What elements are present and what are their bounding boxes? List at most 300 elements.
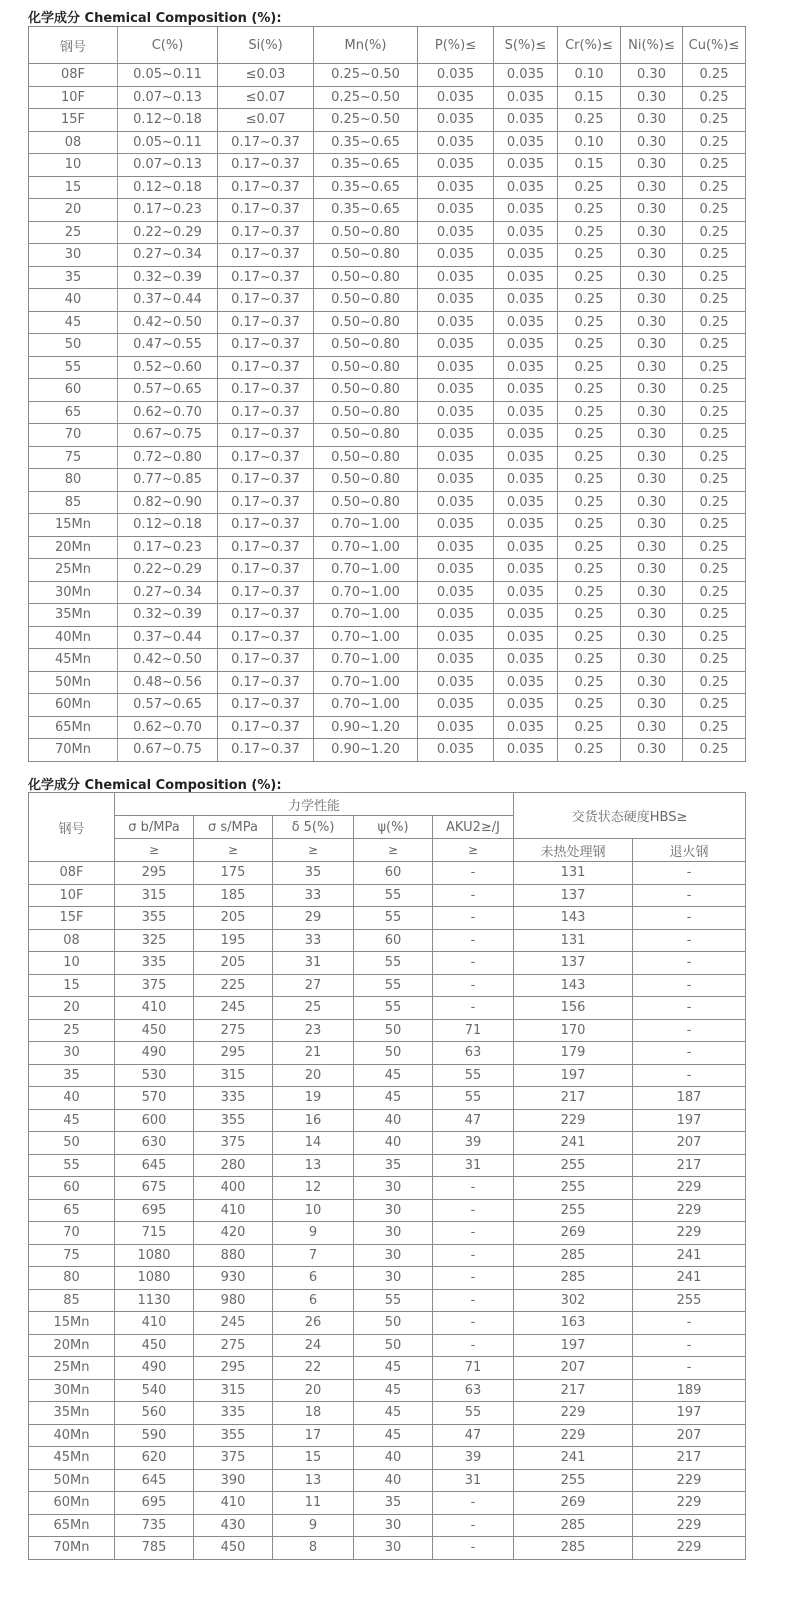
table-row xyxy=(29,1109,746,1132)
table-cell: 0.50~0.80 xyxy=(314,356,418,379)
table-cell: 0.035 xyxy=(494,649,558,672)
grade-cell: 30 xyxy=(29,1042,115,1065)
table-cell: 55 xyxy=(354,907,433,930)
table-cell: 0.25 xyxy=(558,109,621,132)
grade-cell: 70Mn xyxy=(29,1537,115,1560)
table-row xyxy=(29,1087,746,1110)
grade-cell: 70 xyxy=(29,1222,115,1245)
table-cell: 175 xyxy=(194,862,273,885)
table-cell: 0.035 xyxy=(418,109,494,132)
table-cell: - xyxy=(633,974,746,997)
table-cell: 0.035 xyxy=(494,154,558,177)
table-cell: 0.035 xyxy=(494,64,558,87)
table-cell: 410 xyxy=(115,997,194,1020)
table-cell: 0.25 xyxy=(558,649,621,672)
grade-cell: 50 xyxy=(29,334,118,357)
grade-cell: 35Mn xyxy=(29,604,118,627)
grade-cell: 40 xyxy=(29,289,118,312)
grade-cell: 20 xyxy=(29,199,118,222)
table-cell: 295 xyxy=(194,1357,273,1380)
table-cell: 0.035 xyxy=(494,491,558,514)
table-cell: 0.25~0.50 xyxy=(314,86,418,109)
table-cell: 0.035 xyxy=(494,424,558,447)
table-cell: 55 xyxy=(433,1402,514,1425)
table-cell: 0.25 xyxy=(683,86,746,109)
table-cell: 241 xyxy=(514,1447,633,1470)
table-cell: 0.25 xyxy=(683,176,746,199)
table-cell: 0.17~0.37 xyxy=(218,626,314,649)
table-cell: 0.27~0.34 xyxy=(118,244,218,267)
table-cell: 0.035 xyxy=(494,694,558,717)
table-row xyxy=(29,154,746,177)
table-cell: 255 xyxy=(633,1289,746,1312)
table-cell: 0.35~0.65 xyxy=(314,154,418,177)
table-cell: 0.82~0.90 xyxy=(118,491,218,514)
table-cell: 0.17~0.37 xyxy=(218,424,314,447)
table-cell: 0.035 xyxy=(418,401,494,424)
table-cell: 0.035 xyxy=(418,176,494,199)
table-cell: - xyxy=(633,1334,746,1357)
table-row xyxy=(29,1447,746,1470)
table-cell: - xyxy=(633,1357,746,1380)
table-cell: 255 xyxy=(514,1177,633,1200)
table-cell: 0.25 xyxy=(683,109,746,132)
table-cell: 0.25 xyxy=(683,424,746,447)
table-cell: 137 xyxy=(514,884,633,907)
table-cell: 195 xyxy=(194,929,273,952)
table-row xyxy=(29,289,746,312)
grade-cell: 45Mn xyxy=(29,649,118,672)
mech-header-row-3 xyxy=(29,839,746,862)
table-cell: 47 xyxy=(433,1109,514,1132)
col-header-grade: 钢号 xyxy=(29,27,118,64)
table-cell: 40 xyxy=(354,1469,433,1492)
table-cell: 0.37~0.44 xyxy=(118,289,218,312)
table-cell: 355 xyxy=(115,907,194,930)
table-cell: 45 xyxy=(354,1087,433,1110)
table-cell: 0.07~0.13 xyxy=(118,154,218,177)
table-cell: 1080 xyxy=(115,1267,194,1290)
table-cell: 295 xyxy=(115,862,194,885)
table-cell: 0.035 xyxy=(494,86,558,109)
grade-cell: 70Mn xyxy=(29,739,118,762)
table-row xyxy=(29,356,746,379)
ge-symbol: ≥ xyxy=(433,839,514,862)
table-cell: - xyxy=(633,1042,746,1065)
table-cell: 0.25 xyxy=(558,424,621,447)
table-cell: 0.30 xyxy=(621,604,683,627)
table-cell: 0.25 xyxy=(683,581,746,604)
table-cell: 0.25 xyxy=(558,626,621,649)
table-cell: 22 xyxy=(273,1357,354,1380)
table-cell: - xyxy=(433,1312,514,1335)
table-cell: 207 xyxy=(514,1357,633,1380)
table-row xyxy=(29,536,746,559)
table-cell: 450 xyxy=(194,1537,273,1560)
table-cell: 30 xyxy=(354,1267,433,1290)
table-cell: 0.50~0.80 xyxy=(314,424,418,447)
ge-symbol: ≥ xyxy=(194,839,273,862)
table-cell: 17 xyxy=(273,1424,354,1447)
table-row xyxy=(29,1357,746,1380)
table-cell: 0.035 xyxy=(494,401,558,424)
table-row xyxy=(29,244,746,267)
table-cell: 390 xyxy=(194,1469,273,1492)
table-row xyxy=(29,649,746,672)
table-cell: 0.17~0.37 xyxy=(218,739,314,762)
table-cell: 355 xyxy=(194,1424,273,1447)
table-cell: 197 xyxy=(633,1109,746,1132)
table-cell: 645 xyxy=(115,1154,194,1177)
table-row xyxy=(29,379,746,402)
table-cell: 55 xyxy=(433,1064,514,1087)
table-cell: 131 xyxy=(514,862,633,885)
table-cell: 225 xyxy=(194,974,273,997)
grade-cell: 65Mn xyxy=(29,1514,115,1537)
table-cell: 0.30 xyxy=(621,514,683,537)
table-cell: 241 xyxy=(514,1132,633,1155)
col-header-elongation: δ 5(%) xyxy=(273,816,354,839)
table-cell: 0.035 xyxy=(418,64,494,87)
table-cell: 0.30 xyxy=(621,739,683,762)
table-cell: 420 xyxy=(194,1222,273,1245)
table-cell: 0.30 xyxy=(621,266,683,289)
table-cell: 0.25 xyxy=(683,199,746,222)
table-cell: 0.17~0.37 xyxy=(218,559,314,582)
table-cell: 0.30 xyxy=(621,424,683,447)
col-header-manganese: Mn(%) xyxy=(314,27,418,64)
grade-cell: 08F xyxy=(29,862,115,885)
grade-cell: 15Mn xyxy=(29,1312,115,1335)
table-cell: 25 xyxy=(273,997,354,1020)
table-row xyxy=(29,997,746,1020)
table-cell: 31 xyxy=(433,1154,514,1177)
table-row xyxy=(29,131,746,154)
table-row xyxy=(29,671,746,694)
table-cell: 355 xyxy=(194,1109,273,1132)
grade-cell: 15F xyxy=(29,907,115,930)
table-cell: 30 xyxy=(354,1199,433,1222)
table-cell: - xyxy=(633,952,746,975)
table-cell: 0.50~0.80 xyxy=(314,469,418,492)
table-cell: 0.035 xyxy=(494,356,558,379)
table-row xyxy=(29,907,746,930)
table-row xyxy=(29,739,746,762)
table-cell: 163 xyxy=(514,1312,633,1335)
table-cell: 0.25 xyxy=(558,694,621,717)
table-cell: 35 xyxy=(354,1154,433,1177)
table-cell: 0.25~0.50 xyxy=(314,64,418,87)
table-cell: 0.30 xyxy=(621,469,683,492)
table-cell: 0.30 xyxy=(621,244,683,267)
table-cell: 9 xyxy=(273,1514,354,1537)
table-cell: 450 xyxy=(115,1019,194,1042)
table-cell: 15 xyxy=(273,1447,354,1470)
table-cell: 0.30 xyxy=(621,401,683,424)
table-cell: 0.30 xyxy=(621,649,683,672)
table-row xyxy=(29,581,746,604)
table-cell: 0.25 xyxy=(683,334,746,357)
table-cell: 39 xyxy=(433,1132,514,1155)
table-cell: 0.25 xyxy=(558,379,621,402)
table-cell: 280 xyxy=(194,1154,273,1177)
chemical-composition-table xyxy=(28,26,746,762)
table-cell: 695 xyxy=(115,1492,194,1515)
table-cell: 0.035 xyxy=(494,626,558,649)
table-cell: 26 xyxy=(273,1312,354,1335)
table-cell: 0.30 xyxy=(621,221,683,244)
table-cell: 0.37~0.44 xyxy=(118,626,218,649)
grade-cell: 65Mn xyxy=(29,716,118,739)
table-cell: 0.25 xyxy=(683,131,746,154)
table-cell: 0.70~1.00 xyxy=(314,694,418,717)
table-cell: 0.67~0.75 xyxy=(118,424,218,447)
table-cell: 645 xyxy=(115,1469,194,1492)
table-row xyxy=(29,1424,746,1447)
table-cell: 1130 xyxy=(115,1289,194,1312)
table-cell: 10 xyxy=(273,1199,354,1222)
table-cell: 0.035 xyxy=(418,289,494,312)
table-row xyxy=(29,1537,746,1560)
table-cell: 0.30 xyxy=(621,289,683,312)
table-cell: 185 xyxy=(194,884,273,907)
table-cell: 600 xyxy=(115,1109,194,1132)
table-cell: 45 xyxy=(354,1424,433,1447)
table-cell: 255 xyxy=(514,1199,633,1222)
table-cell: 295 xyxy=(194,1042,273,1065)
table-cell: - xyxy=(433,952,514,975)
table-cell: 31 xyxy=(433,1469,514,1492)
col-header-carbon: C(%) xyxy=(118,27,218,64)
table-cell: 0.25 xyxy=(683,671,746,694)
table-cell: 9 xyxy=(273,1222,354,1245)
table-cell: 0.035 xyxy=(418,221,494,244)
table-row xyxy=(29,176,746,199)
table-row xyxy=(29,1154,746,1177)
table-cell: 0.25 xyxy=(558,401,621,424)
grade-cell: 20Mn xyxy=(29,536,118,559)
grade-cell: 75 xyxy=(29,446,118,469)
table-cell: 0.25 xyxy=(558,469,621,492)
table-row xyxy=(29,626,746,649)
table-cell: 0.30 xyxy=(621,491,683,514)
table-row xyxy=(29,446,746,469)
grade-cell: 55 xyxy=(29,356,118,379)
table-cell: 0.035 xyxy=(418,694,494,717)
table-cell: 0.50~0.80 xyxy=(314,289,418,312)
table-cell: 0.035 xyxy=(418,334,494,357)
table-row xyxy=(29,1064,746,1087)
table-cell: 229 xyxy=(514,1402,633,1425)
table-cell: 0.25 xyxy=(683,221,746,244)
table-cell: 229 xyxy=(633,1537,746,1560)
table-cell: 229 xyxy=(514,1424,633,1447)
grade-cell: 25 xyxy=(29,221,118,244)
table-cell: 0.62~0.70 xyxy=(118,716,218,739)
table-cell: - xyxy=(433,997,514,1020)
table-cell: 217 xyxy=(514,1379,633,1402)
table-cell: - xyxy=(433,1334,514,1357)
grade-cell: 10F xyxy=(29,86,118,109)
grade-cell: 60 xyxy=(29,1177,115,1200)
table-cell: 7 xyxy=(273,1244,354,1267)
table-cell: 0.12~0.18 xyxy=(118,514,218,537)
table-cell: 6 xyxy=(273,1267,354,1290)
grade-cell: 15F xyxy=(29,109,118,132)
table-cell: 55 xyxy=(354,997,433,1020)
table-row xyxy=(29,1019,746,1042)
table-cell: 0.70~1.00 xyxy=(314,671,418,694)
table-cell: 302 xyxy=(514,1289,633,1312)
table-cell: 241 xyxy=(633,1267,746,1290)
table-cell: 0.035 xyxy=(494,671,558,694)
table-cell: 715 xyxy=(115,1222,194,1245)
table-cell: 0.25 xyxy=(683,536,746,559)
table-cell: 0.035 xyxy=(418,514,494,537)
table-cell: 0.25 xyxy=(683,716,746,739)
table-cell: 12 xyxy=(273,1177,354,1200)
table-row xyxy=(29,266,746,289)
table-cell: 335 xyxy=(194,1402,273,1425)
table-cell: 0.25 xyxy=(558,221,621,244)
table-cell: 0.30 xyxy=(621,356,683,379)
grade-cell: 60 xyxy=(29,379,118,402)
grade-cell: 10 xyxy=(29,154,118,177)
table-cell: 60 xyxy=(354,862,433,885)
table-cell: 19 xyxy=(273,1087,354,1110)
table-cell: 0.70~1.00 xyxy=(314,581,418,604)
table-cell: 6 xyxy=(273,1289,354,1312)
table-cell: 0.25 xyxy=(558,514,621,537)
table-cell: 0.42~0.50 xyxy=(118,311,218,334)
table-cell: 0.30 xyxy=(621,199,683,222)
table-cell: 0.30 xyxy=(621,131,683,154)
grade-cell: 35 xyxy=(29,1064,115,1087)
table-cell: 0.17~0.37 xyxy=(218,199,314,222)
table-cell: 0.035 xyxy=(418,649,494,672)
table-cell: - xyxy=(633,1019,746,1042)
grade-cell: 08F xyxy=(29,64,118,87)
table-cell: 375 xyxy=(194,1132,273,1155)
table-cell: 0.17~0.37 xyxy=(218,379,314,402)
grade-cell: 75 xyxy=(29,1244,115,1267)
table-cell: 0.52~0.60 xyxy=(118,356,218,379)
table-cell: 205 xyxy=(194,952,273,975)
table-cell: 315 xyxy=(194,1379,273,1402)
col-header-untreated-steel: 未热处理钢 xyxy=(514,839,633,862)
table-cell: 207 xyxy=(633,1132,746,1155)
table-cell: - xyxy=(433,974,514,997)
table-cell: 13 xyxy=(273,1469,354,1492)
table-cell: 45 xyxy=(354,1379,433,1402)
table-cell: 47 xyxy=(433,1424,514,1447)
table-cell: 0.25 xyxy=(683,446,746,469)
chem-header-row xyxy=(29,27,746,64)
grade-cell: 15Mn xyxy=(29,514,118,537)
table-cell: 229 xyxy=(633,1492,746,1515)
table-cell: 285 xyxy=(514,1267,633,1290)
table-cell: 0.70~1.00 xyxy=(314,649,418,672)
table-cell: 0.25 xyxy=(558,199,621,222)
grade-cell: 40Mn xyxy=(29,626,118,649)
table-row xyxy=(29,1199,746,1222)
table-cell: 35 xyxy=(273,862,354,885)
grade-cell: 85 xyxy=(29,491,118,514)
table-cell: 0.70~1.00 xyxy=(314,604,418,627)
table-cell: 0.25 xyxy=(558,266,621,289)
table-row xyxy=(29,1267,746,1290)
table-cell: 0.25 xyxy=(683,356,746,379)
table-cell: 30 xyxy=(354,1177,433,1200)
table-row xyxy=(29,199,746,222)
table-cell: 18 xyxy=(273,1402,354,1425)
table-cell: 27 xyxy=(273,974,354,997)
grade-cell: 50 xyxy=(29,1132,115,1155)
table-cell: 0.30 xyxy=(621,559,683,582)
table-cell: 11 xyxy=(273,1492,354,1515)
table-cell: 197 xyxy=(514,1334,633,1357)
table-cell: 33 xyxy=(273,929,354,952)
grade-cell: 20 xyxy=(29,997,115,1020)
table-cell: 30 xyxy=(354,1244,433,1267)
table-cell: 0.25 xyxy=(558,604,621,627)
table-row xyxy=(29,1222,746,1245)
table-cell: 0.17~0.37 xyxy=(218,604,314,627)
mech-header-row-1 xyxy=(29,793,746,816)
table-cell: 0.10 xyxy=(558,131,621,154)
table-cell: 335 xyxy=(115,952,194,975)
table-cell: - xyxy=(633,862,746,885)
table-cell: 0.70~1.00 xyxy=(314,536,418,559)
table-cell: 143 xyxy=(514,907,633,930)
table-cell: 0.17~0.37 xyxy=(218,176,314,199)
table-cell: 55 xyxy=(354,974,433,997)
grade-cell: 10 xyxy=(29,952,115,975)
table-cell: 0.035 xyxy=(494,604,558,627)
table-cell: 0.035 xyxy=(494,334,558,357)
table-cell: 187 xyxy=(633,1087,746,1110)
table-cell: 0.035 xyxy=(418,424,494,447)
table-row xyxy=(29,1042,746,1065)
table-cell: 8 xyxy=(273,1537,354,1560)
table-row xyxy=(29,1244,746,1267)
table-cell: 0.50~0.80 xyxy=(314,401,418,424)
table-row xyxy=(29,604,746,627)
table-cell: - xyxy=(633,884,746,907)
table-cell: - xyxy=(433,907,514,930)
table-cell: 0.50~0.80 xyxy=(314,311,418,334)
table-cell: 0.035 xyxy=(494,716,558,739)
table-cell: 0.25 xyxy=(683,266,746,289)
table-cell: 0.035 xyxy=(494,244,558,267)
table-cell: 0.47~0.55 xyxy=(118,334,218,357)
table-cell: 0.17~0.37 xyxy=(218,716,314,739)
table-cell: 31 xyxy=(273,952,354,975)
table-cell: 0.035 xyxy=(418,154,494,177)
mech-table-body xyxy=(29,862,746,1560)
table-cell: 0.57~0.65 xyxy=(118,379,218,402)
group-header-mechanical-properties: 力学性能 xyxy=(115,793,514,816)
table-cell: 0.17~0.37 xyxy=(218,266,314,289)
table-cell: 33 xyxy=(273,884,354,907)
table-cell: 0.17~0.23 xyxy=(118,199,218,222)
table-cell: 0.035 xyxy=(418,671,494,694)
table-cell: 0.17~0.37 xyxy=(218,671,314,694)
table-cell: 0.62~0.70 xyxy=(118,401,218,424)
table-row xyxy=(29,1402,746,1425)
table-cell: 0.17~0.37 xyxy=(218,694,314,717)
table-cell: 255 xyxy=(514,1469,633,1492)
